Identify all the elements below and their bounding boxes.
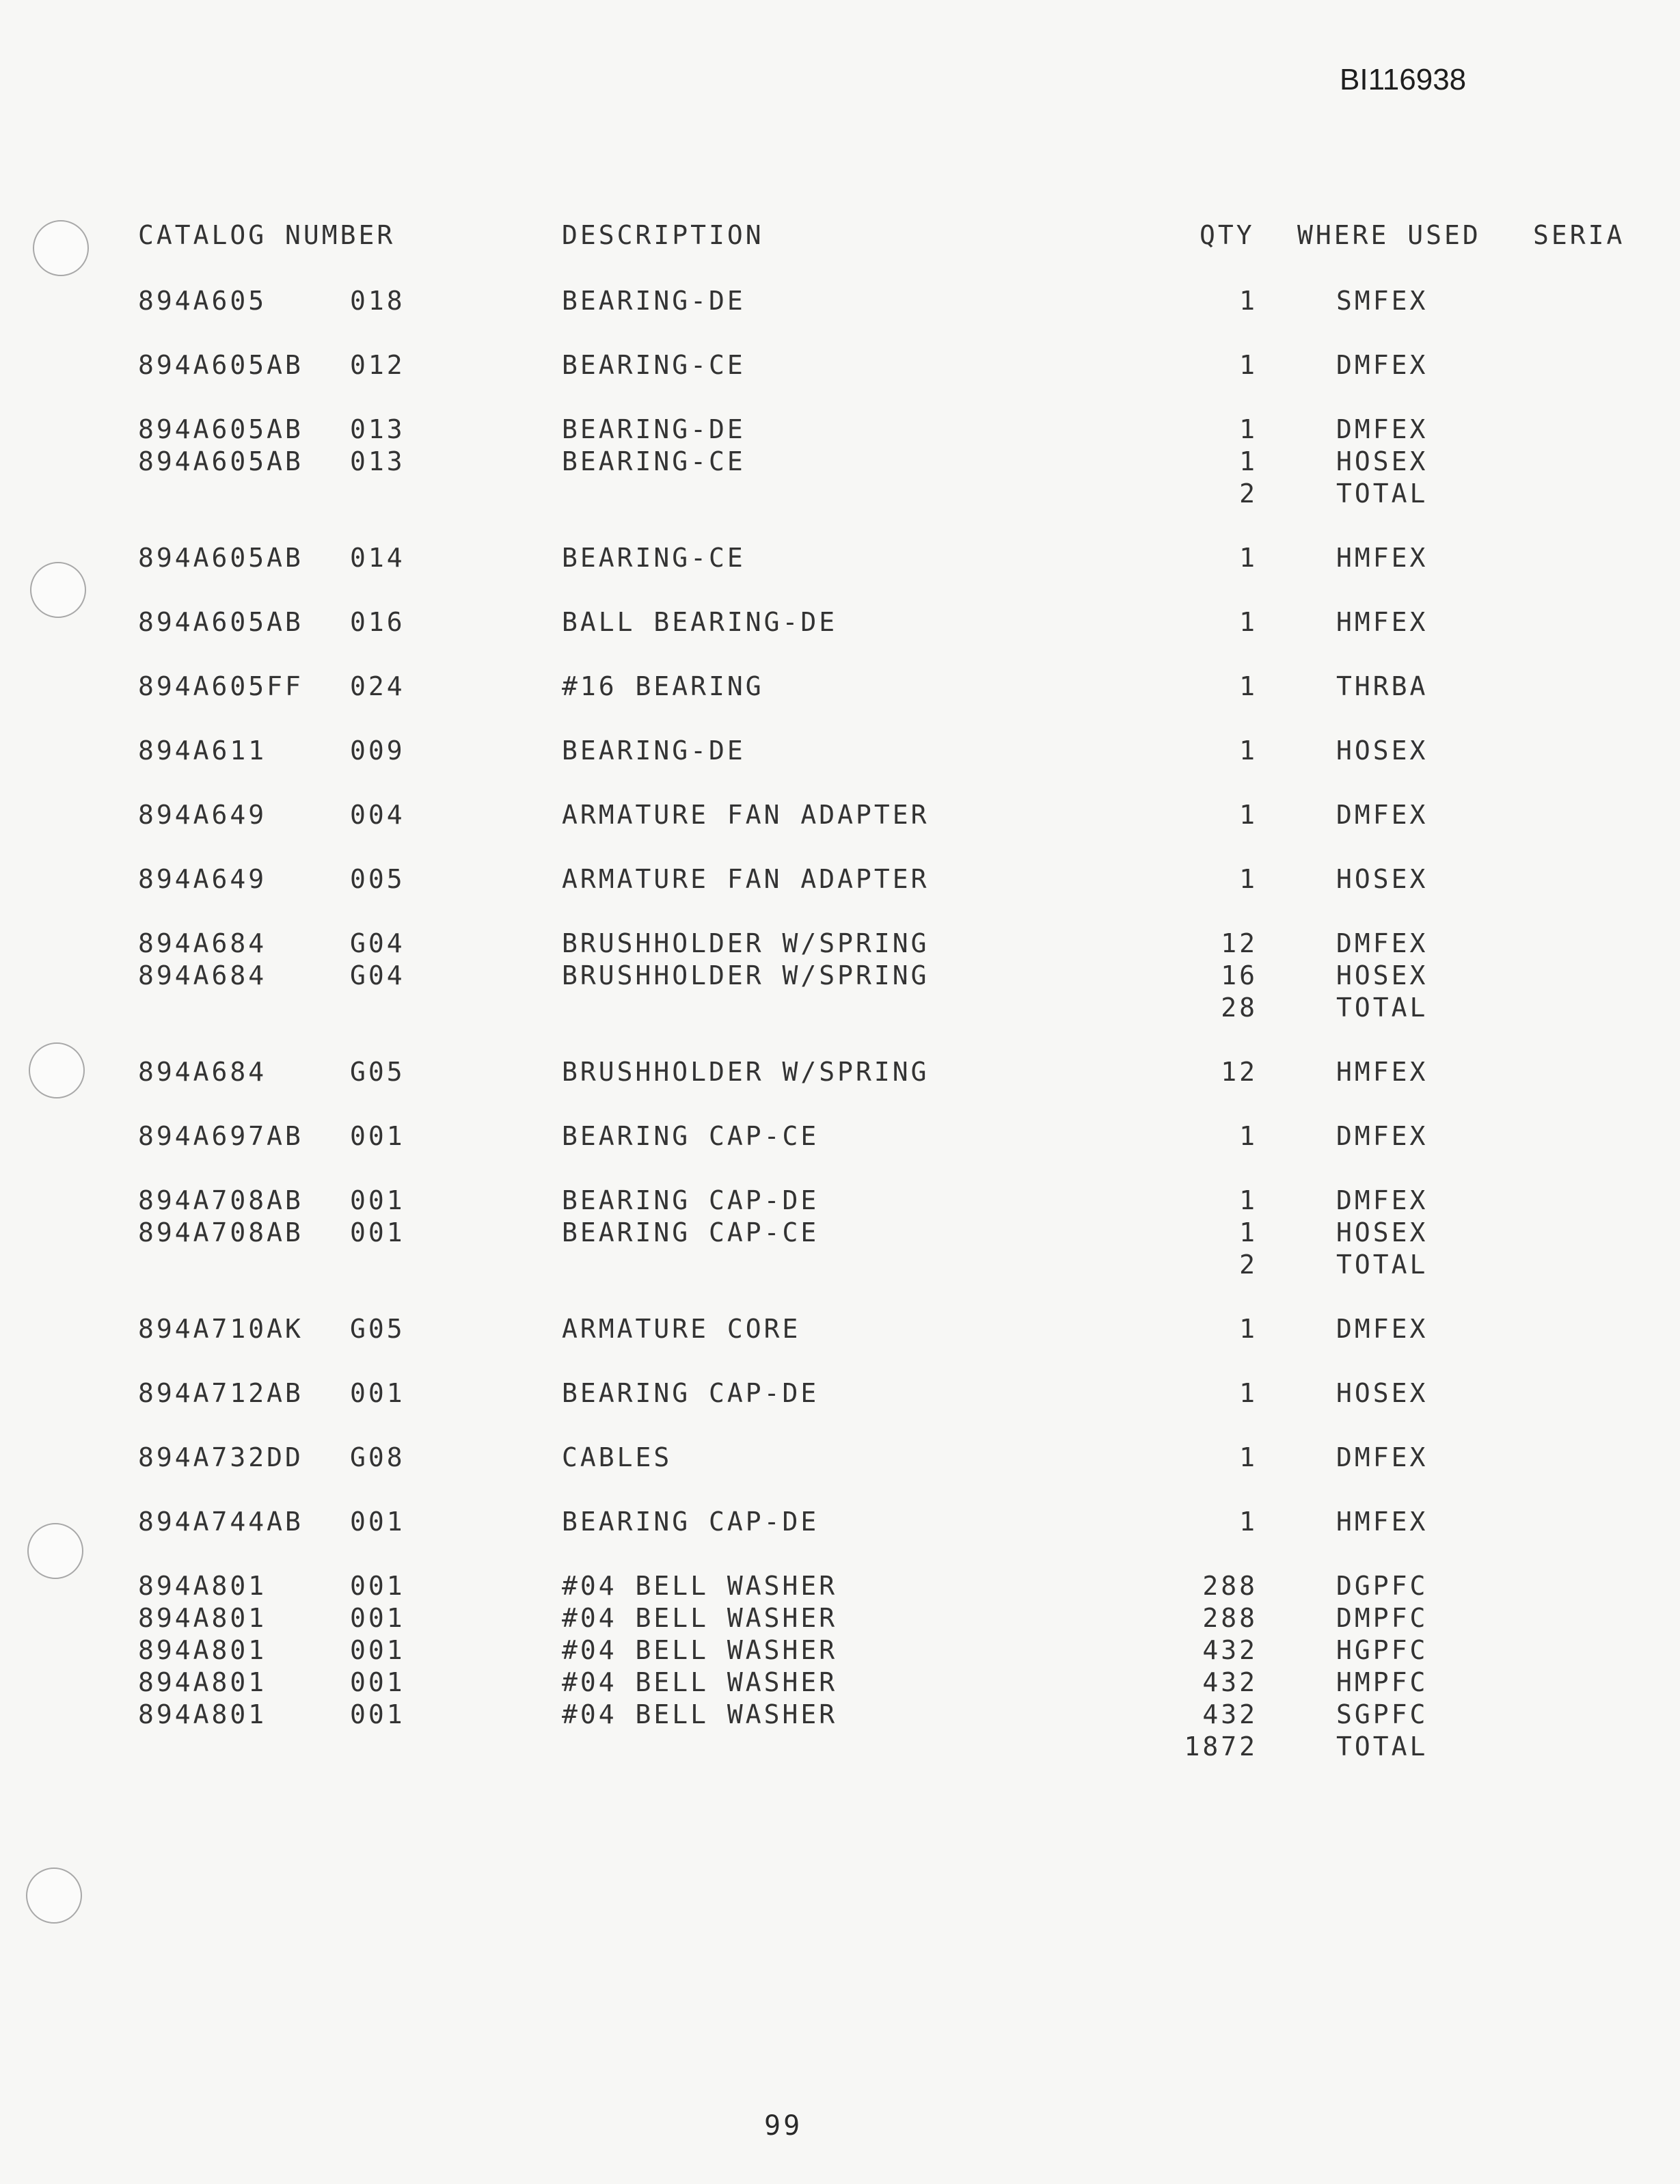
suffix-cell: 001 bbox=[350, 1635, 405, 1665]
suffix-cell: 013 bbox=[350, 414, 405, 444]
group-spacer bbox=[0, 1089, 1680, 1121]
description-cell: ARMATURE FAN ADAPTER bbox=[562, 864, 930, 894]
qty-cell: 1 bbox=[1239, 414, 1258, 444]
qty-cell: 288 bbox=[1202, 1603, 1258, 1633]
where-used-cell: HMFEX bbox=[1336, 543, 1428, 573]
document-id: BI116938 bbox=[1340, 63, 1467, 96]
qty-cell: 2 bbox=[1239, 478, 1258, 509]
description-cell: #04 BELL WASHER bbox=[562, 1635, 838, 1665]
suffix-cell: G08 bbox=[350, 1442, 405, 1472]
where-used-cell: DMFEX bbox=[1336, 928, 1428, 958]
suffix-cell: 001 bbox=[350, 1603, 405, 1633]
where-used-cell: HGPFC bbox=[1336, 1635, 1428, 1665]
catalog-number-cell: 894A801 bbox=[138, 1667, 267, 1697]
group-spacer bbox=[0, 318, 1680, 350]
description-cell: BEARING CAP-CE bbox=[562, 1217, 819, 1248]
qty-cell: 1 bbox=[1239, 736, 1258, 766]
row-group bbox=[0, 1507, 1680, 1539]
where-used-cell: DMFEX bbox=[1336, 350, 1428, 380]
group-spacer bbox=[0, 768, 1680, 800]
qty-cell: 1 bbox=[1239, 1378, 1258, 1408]
where-used-cell: SGPFC bbox=[1336, 1699, 1428, 1729]
punch-hole bbox=[26, 1868, 82, 1924]
suffix-cell: 005 bbox=[350, 864, 405, 894]
qty-cell: 1 bbox=[1239, 1121, 1258, 1151]
where-used-cell: HMFEX bbox=[1336, 1507, 1428, 1537]
qty-cell: 1 bbox=[1239, 1217, 1258, 1248]
description-cell: ARMATURE FAN ADAPTER bbox=[562, 800, 930, 830]
qty-cell: 1 bbox=[1239, 286, 1258, 316]
header-serial: SERIA bbox=[1533, 220, 1625, 250]
where-used-cell: HOSEX bbox=[1336, 446, 1428, 476]
description-cell: #04 BELL WASHER bbox=[562, 1667, 838, 1697]
qty-cell: 288 bbox=[1202, 1571, 1258, 1601]
catalog-number-cell: 894A801 bbox=[138, 1603, 267, 1633]
where-used-cell: TOTAL bbox=[1336, 1731, 1428, 1762]
catalog-number-cell: 894A605AB bbox=[138, 414, 303, 444]
where-used-cell: HMPFC bbox=[1336, 1667, 1428, 1697]
qty-cell: 1 bbox=[1239, 607, 1258, 637]
row-group bbox=[0, 1378, 1680, 1410]
table-row bbox=[0, 1635, 1680, 1667]
table-row bbox=[0, 350, 1680, 382]
qty-cell: 12 bbox=[1221, 928, 1258, 958]
group-spacer bbox=[0, 1153, 1680, 1185]
table-row bbox=[0, 1667, 1680, 1699]
qty-cell: 432 bbox=[1202, 1699, 1258, 1729]
catalog-number-cell: 894A684 bbox=[138, 960, 267, 990]
description-cell: #04 BELL WASHER bbox=[562, 1571, 838, 1601]
suffix-cell: G05 bbox=[350, 1314, 405, 1344]
qty-cell: 1 bbox=[1239, 1507, 1258, 1537]
header-qty: QTY bbox=[1200, 220, 1255, 250]
table-row bbox=[0, 1603, 1680, 1635]
catalog-number-cell: 894A605AB bbox=[138, 446, 303, 476]
where-used-cell: SMFEX bbox=[1336, 286, 1428, 316]
catalog-number-cell: 894A611 bbox=[138, 736, 267, 766]
qty-cell: 1 bbox=[1239, 543, 1258, 573]
where-used-cell: HOSEX bbox=[1336, 864, 1428, 894]
where-used-cell: DMFEX bbox=[1336, 1185, 1428, 1215]
catalog-number-cell: 894A801 bbox=[138, 1635, 267, 1665]
description-cell: #16 BEARING bbox=[562, 671, 764, 701]
qty-cell: 1 bbox=[1239, 1314, 1258, 1344]
suffix-cell: G04 bbox=[350, 928, 405, 958]
group-spacer bbox=[0, 703, 1680, 736]
table-row bbox=[0, 1185, 1680, 1217]
suffix-cell: 012 bbox=[350, 350, 405, 380]
table-row bbox=[0, 286, 1680, 318]
suffix-cell: 004 bbox=[350, 800, 405, 830]
description-cell: ARMATURE CORE bbox=[562, 1314, 801, 1344]
header-catalog-number: CATALOG NUMBER bbox=[138, 220, 396, 250]
group-spacer bbox=[0, 1025, 1680, 1057]
qty-cell: 1 bbox=[1239, 1185, 1258, 1215]
total-row bbox=[0, 478, 1680, 511]
description-cell: BRUSHHOLDER W/SPRING bbox=[562, 1057, 930, 1087]
group-spacer bbox=[0, 511, 1680, 543]
parts-table bbox=[0, 286, 1680, 1764]
row-group bbox=[0, 1121, 1680, 1153]
table-row bbox=[0, 736, 1680, 768]
row-group bbox=[0, 1442, 1680, 1474]
row-group bbox=[0, 736, 1680, 768]
description-cell: BEARING-DE bbox=[562, 414, 746, 444]
table-row bbox=[0, 1217, 1680, 1250]
row-group bbox=[0, 543, 1680, 575]
suffix-cell: 013 bbox=[350, 446, 405, 476]
qty-cell: 1 bbox=[1239, 1442, 1258, 1472]
where-used-cell: DGPFC bbox=[1336, 1571, 1428, 1601]
suffix-cell: 018 bbox=[350, 286, 405, 316]
table-row bbox=[0, 446, 1680, 478]
catalog-number-cell: 894A744AB bbox=[138, 1507, 303, 1537]
table-row bbox=[0, 671, 1680, 703]
description-cell: BEARING-DE bbox=[562, 736, 746, 766]
description-cell: BEARING-DE bbox=[562, 286, 746, 316]
where-used-cell: TOTAL bbox=[1336, 993, 1428, 1023]
row-group bbox=[0, 1185, 1680, 1282]
suffix-cell: 001 bbox=[350, 1185, 405, 1215]
suffix-cell: G05 bbox=[350, 1057, 405, 1087]
description-cell: CABLES bbox=[562, 1442, 673, 1472]
qty-cell: 1 bbox=[1239, 800, 1258, 830]
where-used-cell: HOSEX bbox=[1336, 736, 1428, 766]
row-group bbox=[0, 607, 1680, 639]
description-cell: #04 BELL WASHER bbox=[562, 1603, 838, 1633]
catalog-number-cell: 894A605AB bbox=[138, 350, 303, 380]
qty-cell: 432 bbox=[1202, 1635, 1258, 1665]
group-spacer bbox=[0, 832, 1680, 864]
where-used-cell: HOSEX bbox=[1336, 960, 1428, 990]
table-row bbox=[0, 1121, 1680, 1153]
catalog-number-cell: 894A697AB bbox=[138, 1121, 303, 1151]
description-cell: BEARING-CE bbox=[562, 543, 746, 573]
group-spacer bbox=[0, 1474, 1680, 1507]
suffix-cell: 016 bbox=[350, 607, 405, 637]
where-used-cell: TOTAL bbox=[1336, 1250, 1428, 1280]
group-spacer bbox=[0, 1410, 1680, 1442]
row-group bbox=[0, 928, 1680, 1025]
where-used-cell: THRBA bbox=[1336, 671, 1428, 701]
total-row bbox=[0, 1250, 1680, 1282]
row-group bbox=[0, 350, 1680, 382]
description-cell: BEARING-CE bbox=[562, 350, 746, 380]
group-spacer bbox=[0, 1346, 1680, 1378]
catalog-number-cell: 894A684 bbox=[138, 928, 267, 958]
qty-cell: 2 bbox=[1239, 1250, 1258, 1280]
where-used-cell: TOTAL bbox=[1336, 478, 1428, 509]
table-row bbox=[0, 1378, 1680, 1410]
description-cell: BRUSHHOLDER W/SPRING bbox=[562, 928, 930, 958]
total-row bbox=[0, 993, 1680, 1025]
qty-cell: 12 bbox=[1221, 1057, 1258, 1087]
group-spacer bbox=[0, 382, 1680, 414]
catalog-number-cell: 894A649 bbox=[138, 800, 267, 830]
group-spacer bbox=[0, 896, 1680, 928]
group-spacer bbox=[0, 1539, 1680, 1571]
catalog-number-cell: 894A708AB bbox=[138, 1185, 303, 1215]
catalog-number-cell: 894A708AB bbox=[138, 1217, 303, 1248]
row-group bbox=[0, 800, 1680, 832]
row-group bbox=[0, 1057, 1680, 1089]
catalog-number-cell: 894A684 bbox=[138, 1057, 267, 1087]
page-number: 99 bbox=[764, 2110, 803, 2142]
description-cell: BRUSHHOLDER W/SPRING bbox=[562, 960, 930, 990]
qty-cell: 1 bbox=[1239, 864, 1258, 894]
description-cell: BEARING-CE bbox=[562, 446, 746, 476]
table-row bbox=[0, 1057, 1680, 1089]
where-used-cell: DMFEX bbox=[1336, 1314, 1428, 1344]
suffix-cell: 009 bbox=[350, 736, 405, 766]
description-cell: BEARING CAP-CE bbox=[562, 1121, 819, 1151]
total-row bbox=[0, 1731, 1680, 1764]
suffix-cell: 024 bbox=[350, 671, 405, 701]
suffix-cell: G04 bbox=[350, 960, 405, 990]
group-spacer bbox=[0, 639, 1680, 671]
qty-cell: 1 bbox=[1239, 350, 1258, 380]
table-row bbox=[0, 1314, 1680, 1346]
where-used-cell: HOSEX bbox=[1336, 1378, 1428, 1408]
table-row bbox=[0, 414, 1680, 446]
catalog-number-cell: 894A605FF bbox=[138, 671, 303, 701]
row-group bbox=[0, 414, 1680, 511]
table-row bbox=[0, 864, 1680, 896]
suffix-cell: 001 bbox=[350, 1378, 405, 1408]
where-used-cell: DMFEX bbox=[1336, 800, 1428, 830]
where-used-cell: HMFEX bbox=[1336, 1057, 1428, 1087]
header-description: DESCRIPTION bbox=[562, 220, 764, 250]
row-group bbox=[0, 1314, 1680, 1346]
catalog-number-cell: 894A605AB bbox=[138, 543, 303, 573]
header-where-used: WHERE USED bbox=[1297, 220, 1481, 250]
qty-cell: 432 bbox=[1202, 1667, 1258, 1697]
where-used-cell: DMFEX bbox=[1336, 1442, 1428, 1472]
description-cell: BALL BEARING-DE bbox=[562, 607, 838, 637]
qty-cell: 16 bbox=[1221, 960, 1258, 990]
row-group bbox=[0, 864, 1680, 896]
suffix-cell: 001 bbox=[350, 1667, 405, 1697]
description-cell: BEARING CAP-DE bbox=[562, 1185, 819, 1215]
table-row bbox=[0, 960, 1680, 993]
catalog-number-cell: 894A649 bbox=[138, 864, 267, 894]
row-group bbox=[0, 286, 1680, 318]
qty-cell: 28 bbox=[1221, 993, 1258, 1023]
catalog-number-cell: 894A710AK bbox=[138, 1314, 303, 1344]
where-used-cell: HMFEX bbox=[1336, 607, 1428, 637]
qty-cell: 1 bbox=[1239, 671, 1258, 701]
qty-cell: 1 bbox=[1239, 446, 1258, 476]
where-used-cell: DMFEX bbox=[1336, 414, 1428, 444]
table-row bbox=[0, 1442, 1680, 1474]
table-row bbox=[0, 543, 1680, 575]
group-spacer bbox=[0, 1282, 1680, 1314]
description-cell: #04 BELL WASHER bbox=[562, 1699, 838, 1729]
table-row bbox=[0, 607, 1680, 639]
catalog-number-cell: 894A732DD bbox=[138, 1442, 303, 1472]
suffix-cell: 001 bbox=[350, 1699, 405, 1729]
table-row bbox=[0, 1571, 1680, 1603]
table-row bbox=[0, 800, 1680, 832]
where-used-cell: DMFEX bbox=[1336, 1121, 1428, 1151]
description-cell: BEARING CAP-DE bbox=[562, 1378, 819, 1408]
suffix-cell: 001 bbox=[350, 1571, 405, 1601]
table-row bbox=[0, 928, 1680, 960]
table-row bbox=[0, 1699, 1680, 1731]
row-group bbox=[0, 1571, 1680, 1764]
table-header bbox=[0, 220, 1680, 254]
group-spacer bbox=[0, 575, 1680, 607]
table-row bbox=[0, 1507, 1680, 1539]
where-used-cell: HOSEX bbox=[1336, 1217, 1428, 1248]
description-cell: BEARING CAP-DE bbox=[562, 1507, 819, 1537]
catalog-number-cell: 894A605AB bbox=[138, 607, 303, 637]
suffix-cell: 014 bbox=[350, 543, 405, 573]
suffix-cell: 001 bbox=[350, 1217, 405, 1248]
where-used-cell: DMPFC bbox=[1336, 1603, 1428, 1633]
suffix-cell: 001 bbox=[350, 1121, 405, 1151]
qty-cell: 1872 bbox=[1184, 1731, 1258, 1762]
catalog-number-cell: 894A605 bbox=[138, 286, 267, 316]
catalog-number-cell: 894A801 bbox=[138, 1571, 267, 1601]
catalog-number-cell: 894A801 bbox=[138, 1699, 267, 1729]
suffix-cell: 001 bbox=[350, 1507, 405, 1537]
catalog-number-cell: 894A712AB bbox=[138, 1378, 303, 1408]
row-group bbox=[0, 671, 1680, 703]
